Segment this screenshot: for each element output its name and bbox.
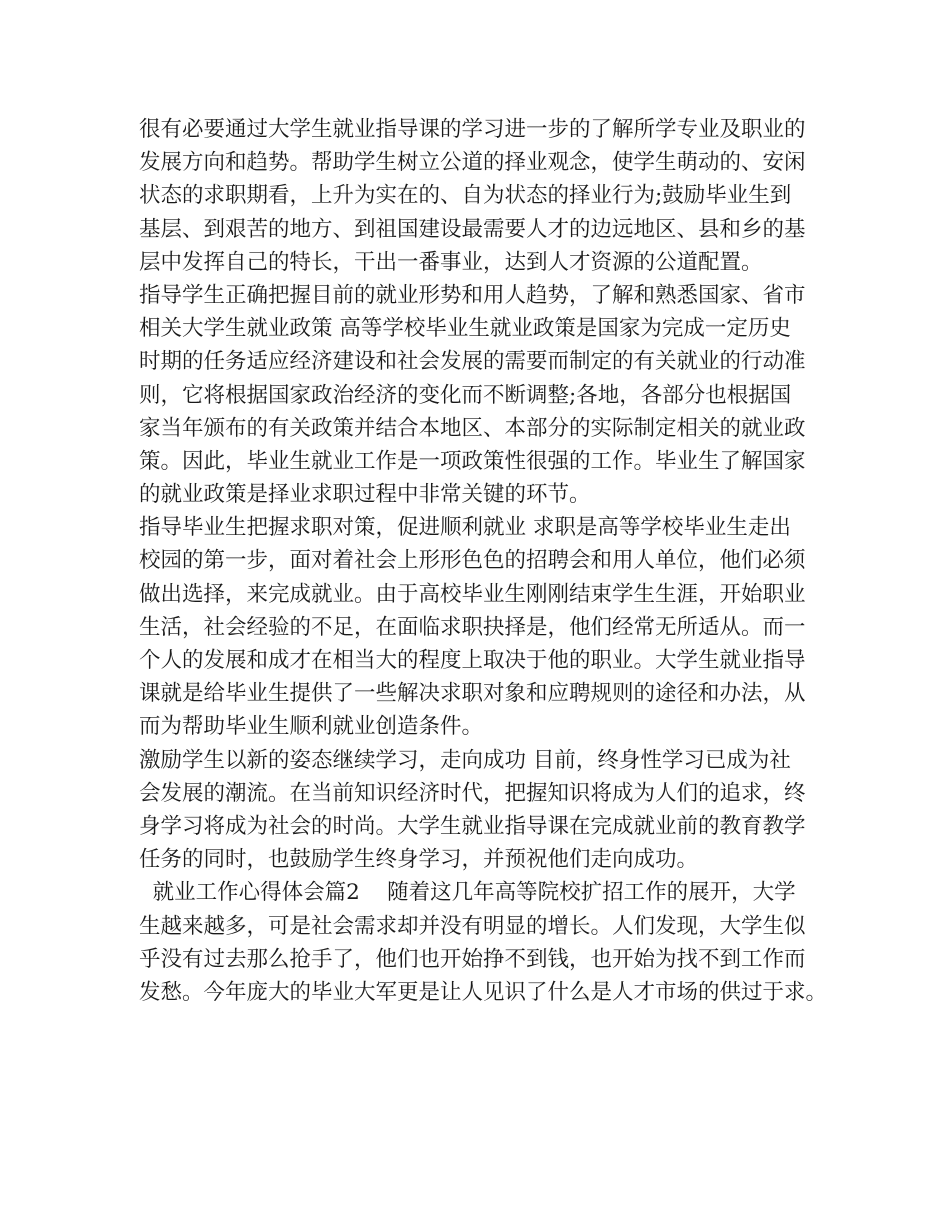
text-line: 身学习将成为社会的时尚。大学生就业指导课在完成就业前的教育教学 <box>139 813 806 839</box>
paragraph-employment-policy <box>139 279 829 511</box>
text-line: 生活，社会经验的不足，在面临求职抉择是，他们经常无所适从。而一 <box>139 614 806 640</box>
document-body <box>139 113 829 1009</box>
paragraph-job-seeking-strategy <box>139 511 829 743</box>
text-line: 时期的任务适应经济建设和社会发展的需要而制定的有关就业的行动准 <box>139 349 806 375</box>
paragraph-employment-guidance-necessity <box>139 113 829 279</box>
text-line: 就业工作心得体会篇2 随着这几年高等院校扩招工作的展开，大学 <box>139 880 796 906</box>
text-line: 的就业政策是择业求职过程中非常关键的环节。 <box>139 482 591 508</box>
text-line: 指导学生正确把握目前的就业形势和用人趋势，了解和熟悉国家、省市 <box>139 282 806 308</box>
text-line: 指导毕业生把握求职对策，促进顺利就业 求职是高等学校毕业生走出 <box>139 515 791 541</box>
text-line: 校园的第一步，面对着社会上形形色色的招聘会和用人单位，他们必须 <box>139 548 806 574</box>
text-line: 状态的求职期看，上升为实在的、自为状态的择业行为;鼓励毕业生到 <box>139 183 792 209</box>
text-line: 策。因此，毕业生就业工作是一项政策性很强的工作。毕业生了解国家 <box>139 448 806 474</box>
text-line: 家当年颁布的有关政策并结合本地区、本部分的实际制定相关的就业政 <box>139 415 806 441</box>
text-line: 发愁。今年庞大的毕业大军更是让人见识了什么是人才市场的供过于求。 <box>139 979 828 1005</box>
text-line: 任务的同时，也鼓励学生终身学习，并预祝他们走向成功。 <box>139 847 699 873</box>
text-line: 发展方向和趋势。帮助学生树立公道的择业观念，使学生萌动的、安闲 <box>139 150 806 176</box>
text-line: 做出选择，来完成就业。由于高校毕业生刚刚结束学生生涯，开始职业 <box>139 581 806 607</box>
text-line: 个人的发展和成才在相当大的程度上取决于他的职业。大学生就业指导 <box>139 648 806 673</box>
text-line: 而为帮助毕业生顺利就业创造条件。 <box>139 714 484 740</box>
text-line: 基层、到艰苦的地方、到祖国建设最需要人才的边远地区、县和乡的基 <box>139 216 806 242</box>
paragraph-experience-part-2 <box>139 876 829 1009</box>
text-line: 则，它将根据国家政治经济的变化而不断调整;各地，各部分也根据国 <box>139 382 792 408</box>
paragraph-lifelong-learning <box>139 744 829 877</box>
text-line: 会发展的潮流。在当前知识经济时代，把握知识将成为人们的追求，终 <box>139 780 806 806</box>
text-line: 课就是给毕业生提供了一些解决求职对象和应聘规则的途径和办法，从 <box>139 681 806 707</box>
text-line: 生越来越多，可是社会需求却并没有明显的增长。人们发现，大学生似 <box>139 913 806 939</box>
text-line: 层中发挥自己的特长，干出一番事业，达到人才资源的公道配置。 <box>139 249 763 275</box>
text-line: 相关大学生就业政策 高等学校毕业生就业政策是国家为完成一定历史 <box>139 316 791 342</box>
text-line: 乎没有过去那么抢手了，他们也开始挣不到钱，也开始为找不到工作而 <box>139 946 806 972</box>
text-line: 很有必要通过大学生就业指导课的学习进一步的了解所学专业及职业的 <box>139 117 806 142</box>
text-line: 激励学生以新的姿态继续学习，走向成功 目前，终身性学习已成为社 <box>139 747 791 773</box>
